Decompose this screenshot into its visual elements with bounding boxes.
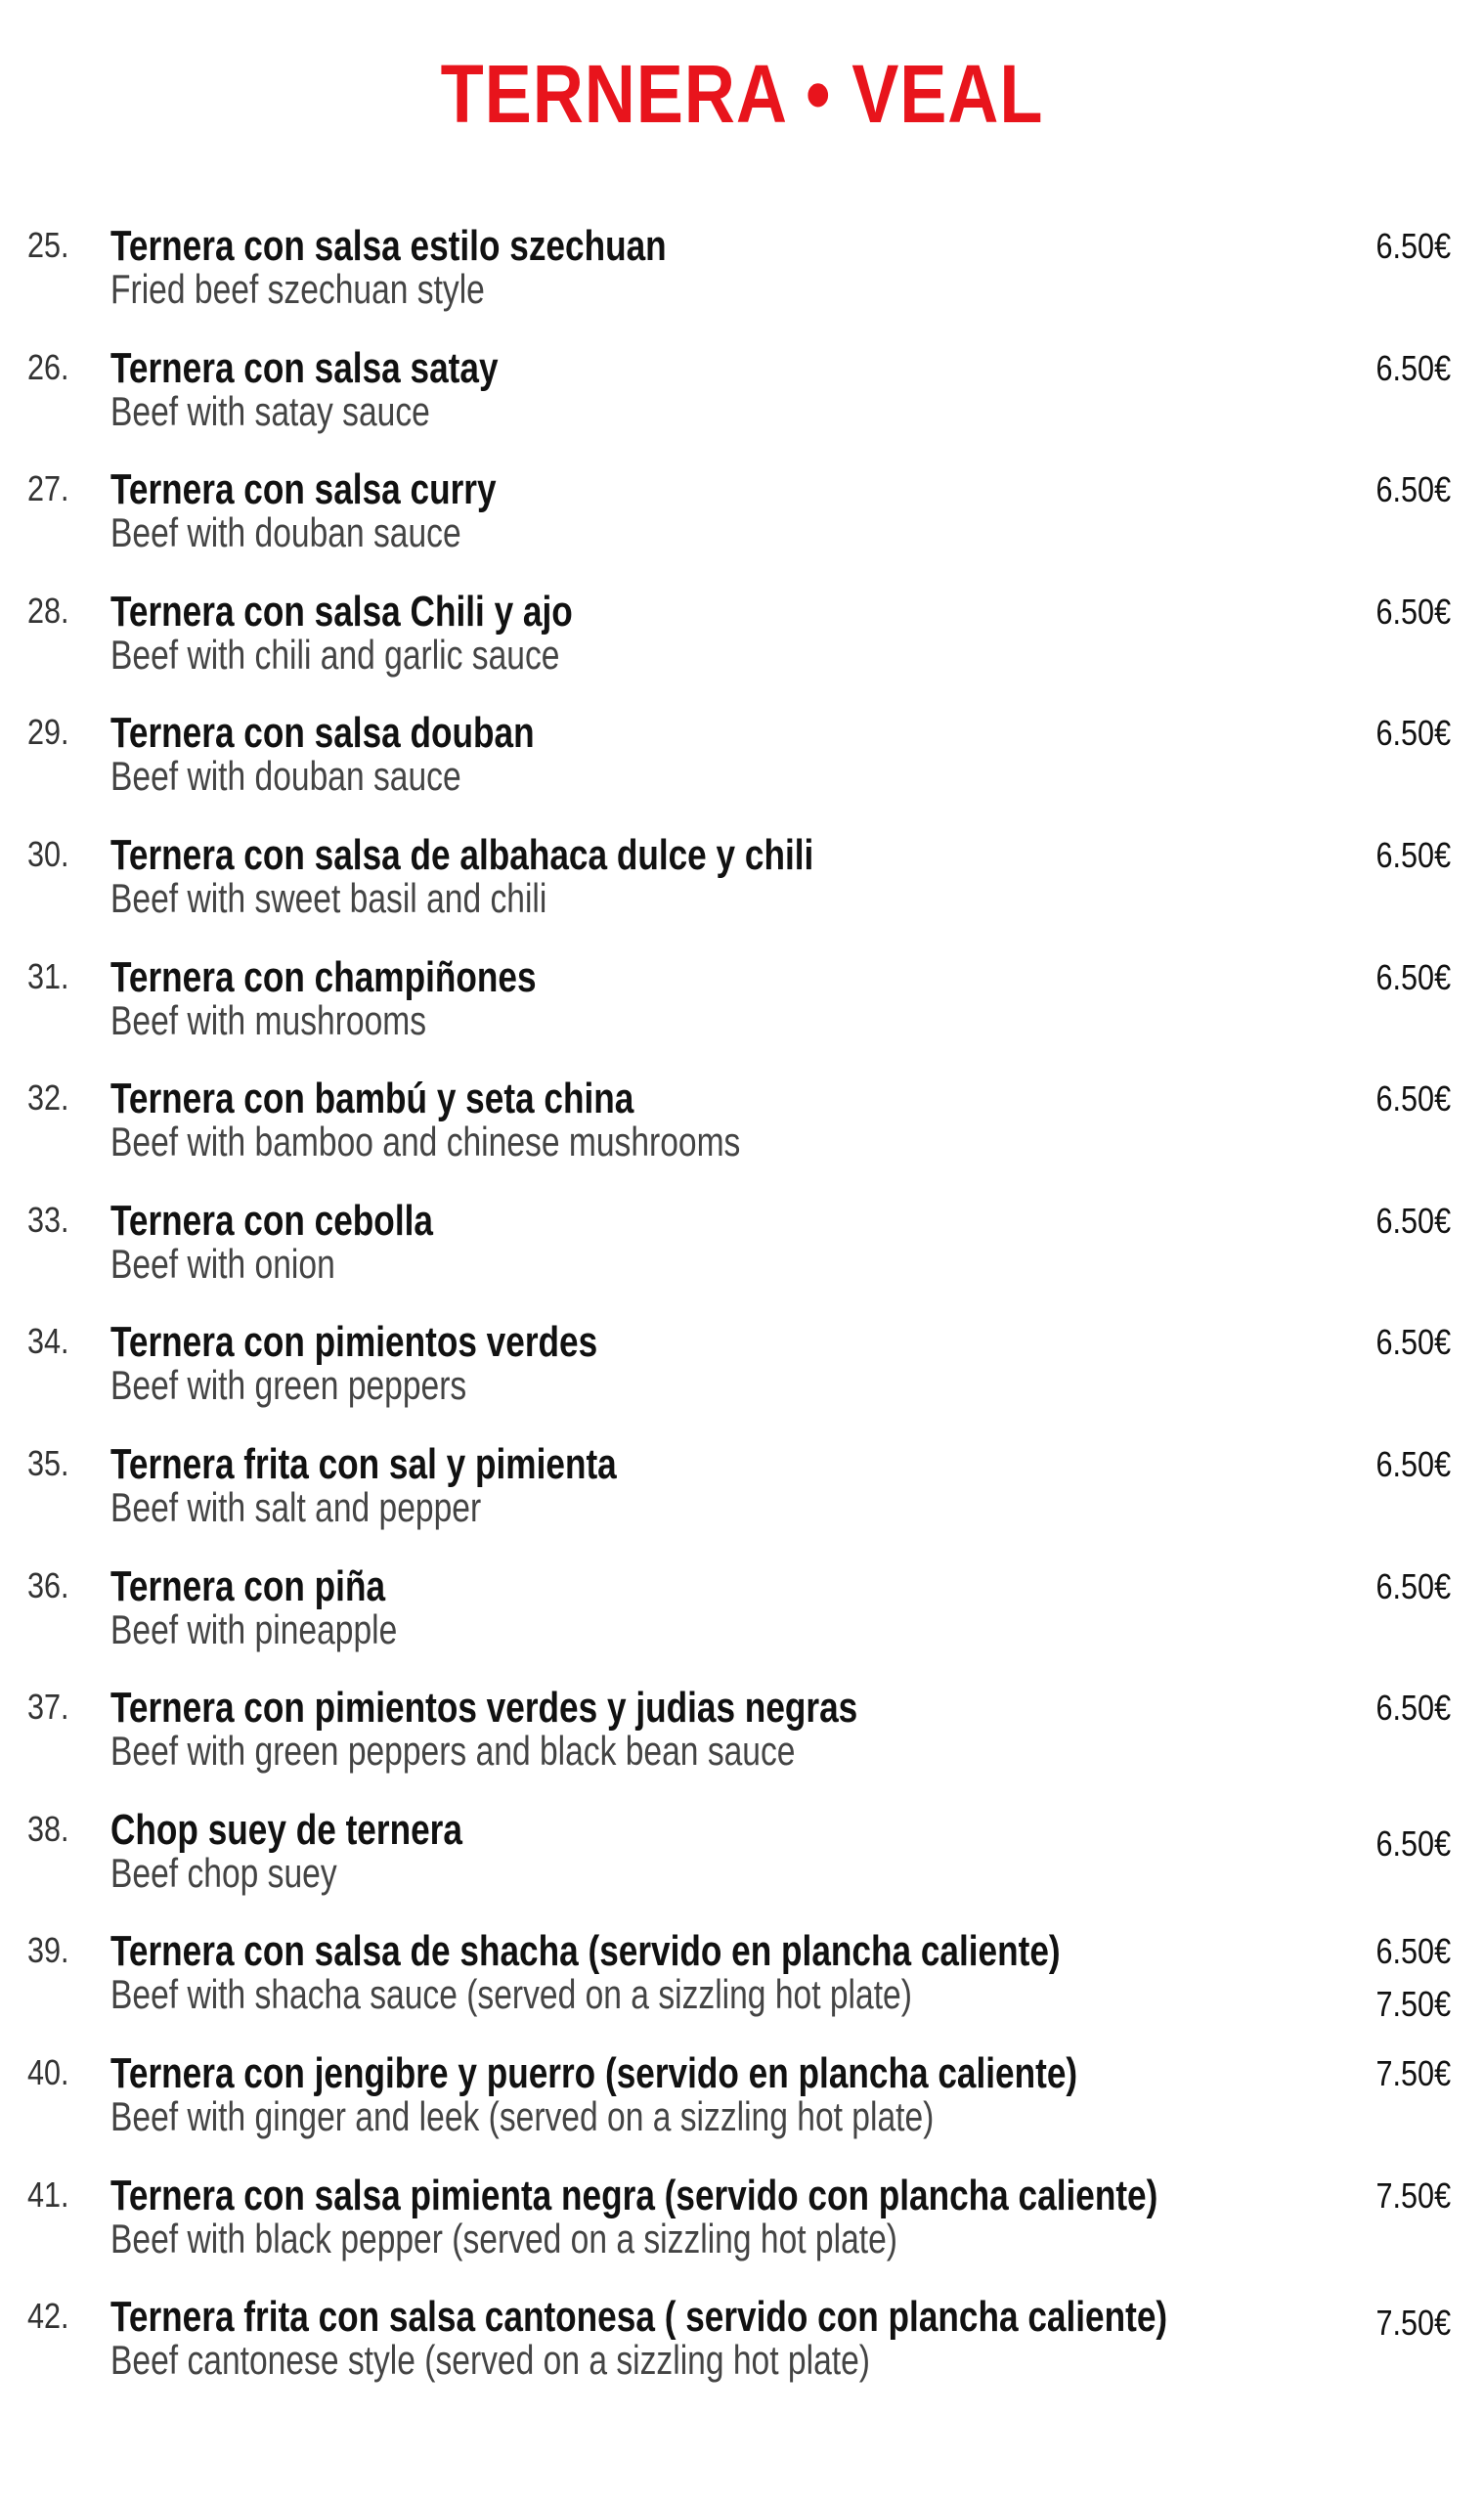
item-number: 30. bbox=[27, 834, 69, 874]
item-text bbox=[110, 1318, 1260, 1408]
item-description: Beef with black pepper (served on a sizzling hot plate) bbox=[110, 2216, 897, 2261]
item-name: Ternera con jengibre y puerro (servido en plancha caliente) bbox=[110, 2049, 1078, 2097]
item-number: 35. bbox=[27, 1443, 69, 1483]
menu-item bbox=[0, 1806, 1484, 1926]
menu-item bbox=[0, 222, 1484, 342]
menu-item bbox=[0, 1440, 1484, 1560]
item-text bbox=[110, 1077, 1260, 1164]
item-text bbox=[110, 1562, 1260, 1652]
item-description: Beef with satay sauce bbox=[110, 388, 430, 434]
item-name: Ternera con salsa pimienta negra (servido con plancha caliente) bbox=[110, 2172, 1158, 2219]
menu-item bbox=[0, 465, 1484, 586]
item-prices bbox=[1363, 1565, 1451, 1608]
item-name: Ternera con salsa curry bbox=[110, 465, 497, 513]
item-prices bbox=[1363, 1822, 1451, 1866]
item-number: 36. bbox=[27, 1565, 69, 1605]
item-description: Fried beef szechuan style bbox=[110, 266, 485, 312]
item-name: Ternera con bambú y seta china bbox=[110, 1075, 634, 1122]
item-text bbox=[110, 344, 1260, 434]
menu-item bbox=[0, 709, 1484, 829]
menu-item bbox=[0, 2293, 1484, 2413]
item-price: 6.50€ bbox=[1375, 1823, 1451, 1864]
menu-item bbox=[0, 1562, 1484, 1683]
menu-item bbox=[0, 831, 1484, 951]
item-number: 42. bbox=[27, 2296, 69, 2336]
item-price: 6.50€ bbox=[1375, 592, 1451, 632]
item-text bbox=[110, 1806, 1260, 1896]
item-price: 7.50€ bbox=[1375, 1984, 1451, 2024]
item-text bbox=[110, 953, 1260, 1043]
item-number: 26. bbox=[27, 347, 69, 387]
item-description: Beef with chili and garlic sauce bbox=[110, 632, 560, 678]
item-description: Beef chop suey bbox=[110, 1850, 337, 1896]
item-price: 6.50€ bbox=[1375, 1201, 1451, 1241]
item-prices bbox=[1363, 1930, 1451, 2026]
item-description: Beef with pineapple bbox=[110, 1606, 398, 1652]
item-price: 6.50€ bbox=[1375, 1322, 1451, 1362]
item-number: 29. bbox=[27, 712, 69, 752]
item-price: 6.50€ bbox=[1375, 1688, 1451, 1728]
item-prices bbox=[1363, 1200, 1451, 1243]
item-prices bbox=[1363, 2302, 1451, 2345]
item-prices bbox=[1363, 956, 1451, 999]
item-prices bbox=[1363, 1077, 1451, 1120]
menu-item bbox=[0, 1077, 1484, 1195]
item-price: 7.50€ bbox=[1375, 2053, 1451, 2093]
item-text bbox=[110, 831, 1260, 921]
item-description: Beef with douban sauce bbox=[110, 509, 461, 555]
menu-item bbox=[0, 1684, 1484, 1804]
item-name: Ternera con cebolla bbox=[110, 1197, 433, 1245]
menu-item bbox=[0, 588, 1484, 708]
item-number: 32. bbox=[27, 1077, 69, 1118]
page-title: TERNERA • VEAL bbox=[440, 48, 1044, 140]
item-text bbox=[110, 588, 1260, 678]
item-description: Beef with shacha sauce (served on a sizzling hot plate) bbox=[110, 1971, 912, 2017]
item-price: 6.50€ bbox=[1375, 1566, 1451, 1606]
item-prices bbox=[1363, 1687, 1451, 1730]
item-name: Ternera con piña bbox=[110, 1562, 386, 1610]
item-text bbox=[110, 1684, 1260, 1774]
item-name: Ternera con pimientos verdes y judias negras bbox=[110, 1684, 858, 1732]
item-name: Ternera con pimientos verdes bbox=[110, 1318, 598, 1366]
item-number: 41. bbox=[27, 2174, 69, 2215]
item-price: 6.50€ bbox=[1375, 348, 1451, 388]
menu-item bbox=[0, 1927, 1484, 2047]
item-prices bbox=[1363, 591, 1451, 634]
item-price: 6.50€ bbox=[1375, 226, 1451, 266]
item-text bbox=[110, 1440, 1260, 1530]
item-price: 6.50€ bbox=[1375, 835, 1451, 875]
item-text bbox=[110, 2049, 1260, 2139]
item-name: Ternera con salsa de shacha (servido en plancha caliente) bbox=[110, 1927, 1061, 1975]
item-text bbox=[110, 222, 1260, 312]
item-text bbox=[110, 465, 1260, 555]
item-description: Beef with salt and pepper bbox=[110, 1484, 482, 1530]
item-number: 40. bbox=[27, 2052, 69, 2092]
item-prices bbox=[1363, 2052, 1451, 2095]
item-price: 6.50€ bbox=[1375, 957, 1451, 997]
item-name: Ternera con salsa estilo szechuan bbox=[110, 222, 667, 270]
item-description: Beef with douban sauce bbox=[110, 753, 461, 799]
item-prices bbox=[1363, 1321, 1451, 1364]
item-number: 38. bbox=[27, 1809, 69, 1849]
item-number: 28. bbox=[27, 591, 69, 631]
item-text bbox=[110, 1197, 1260, 1287]
menu-item bbox=[0, 2049, 1484, 2170]
item-name: Ternera con salsa douban bbox=[110, 709, 535, 757]
item-description: Beef with green peppers and black bean sauce bbox=[110, 1728, 796, 1774]
item-text bbox=[110, 2293, 1260, 2383]
item-text bbox=[110, 2174, 1260, 2261]
item-prices bbox=[1363, 468, 1451, 511]
item-name: Ternera frita con sal y pimienta bbox=[110, 1440, 617, 1488]
menu-item bbox=[0, 953, 1484, 1074]
item-description: Beef with ginger and leek (served on a sizzling hot plate) bbox=[110, 2093, 935, 2139]
item-price: 6.50€ bbox=[1375, 713, 1451, 753]
item-price: 6.50€ bbox=[1375, 1931, 1451, 1971]
menu-item bbox=[0, 1318, 1484, 1438]
item-description: Beef with onion bbox=[110, 1241, 335, 1287]
item-prices bbox=[1363, 2174, 1451, 2218]
item-price: 7.50€ bbox=[1375, 2303, 1451, 2343]
item-text bbox=[110, 1927, 1260, 2017]
item-name: Chop suey de ternera bbox=[110, 1806, 462, 1854]
item-number: 31. bbox=[27, 956, 69, 996]
item-prices bbox=[1363, 1443, 1451, 1486]
item-number: 27. bbox=[27, 468, 69, 508]
item-number: 33. bbox=[27, 1200, 69, 1240]
item-name: Ternera con champiñones bbox=[110, 953, 537, 1001]
item-price: 7.50€ bbox=[1375, 2175, 1451, 2216]
item-name: Ternera con salsa Chili y ajo bbox=[110, 588, 573, 636]
item-number: 37. bbox=[27, 1687, 69, 1727]
item-price: 6.50€ bbox=[1375, 469, 1451, 509]
item-name: Ternera con salsa de albahaca dulce y chili bbox=[110, 831, 814, 879]
menu-item bbox=[0, 344, 1484, 464]
item-description: Beef cantonese style (served on a sizzling hot plate) bbox=[110, 2337, 870, 2383]
item-prices bbox=[1363, 712, 1451, 755]
menu-item bbox=[0, 2174, 1484, 2292]
item-description: Beef with sweet basil and chili bbox=[110, 875, 547, 921]
item-description: Beef with mushrooms bbox=[110, 997, 427, 1043]
item-price: 6.50€ bbox=[1375, 1444, 1451, 1484]
item-text bbox=[110, 709, 1260, 799]
item-name: Ternera con salsa satay bbox=[110, 344, 499, 392]
item-number: 25. bbox=[27, 225, 69, 265]
item-price: 6.50€ bbox=[1375, 1078, 1451, 1119]
item-prices bbox=[1363, 225, 1451, 268]
item-prices bbox=[1363, 347, 1451, 390]
item-number: 34. bbox=[27, 1321, 69, 1361]
item-name: Ternera frita con salsa cantonesa ( servido con plancha caliente) bbox=[110, 2293, 1168, 2341]
item-description: Beef with bamboo and chinese mushrooms bbox=[110, 1119, 741, 1164]
menu-item bbox=[0, 1197, 1484, 1317]
item-number: 39. bbox=[27, 1930, 69, 1970]
item-prices bbox=[1363, 834, 1451, 877]
item-description: Beef with green peppers bbox=[110, 1362, 467, 1408]
